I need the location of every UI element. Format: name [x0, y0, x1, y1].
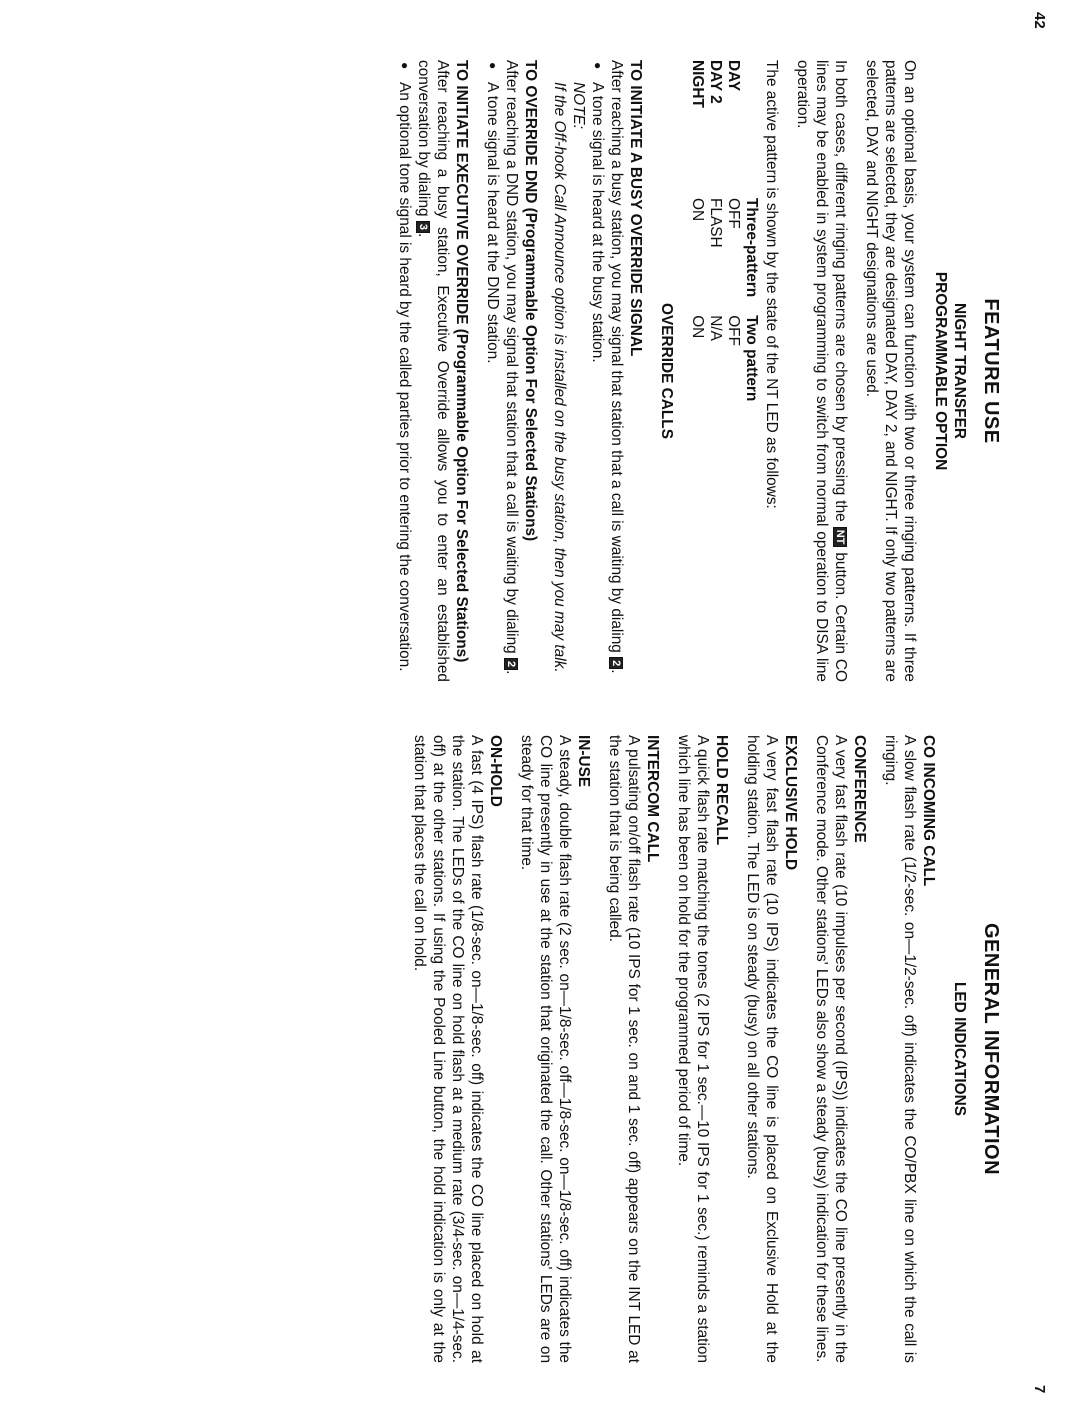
section-text: A very fast flash rate (10 IPS) indicates the CO line is placed on Exclusive Hold at the holding station. The LED is on steady (busy) on all other stations.	[744, 735, 780, 1363]
section-heading: EXCLUSIVE HOLD	[782, 735, 799, 871]
list-item: ● An optional tone signal is heard by the called parties prior to entering the conversation.	[395, 82, 414, 682]
para-2-end: button. Certain CO lines may be enabled in system programming to switch from normal operation to DISA line operation.	[794, 60, 849, 683]
section-heading: ON-HOLD	[487, 735, 504, 807]
night-transfer-para-2	[793, 60, 850, 682]
section-text: A pulsating on/off flash rate (10 IPS for 1 sec. on and 1 sec. off) appears on the INT LED at the station that is being called.	[606, 735, 642, 1363]
section-heading: CO INCOMING CALL	[920, 735, 937, 887]
two-pattern-value: OFF	[725, 315, 742, 346]
busy-text-end: .	[608, 669, 625, 674]
led-section-co-incoming	[881, 735, 938, 1363]
busy-override-text	[607, 60, 626, 682]
dial-3-key-icon: 3	[416, 221, 430, 233]
nt-key-icon: NT	[833, 527, 847, 548]
dnd-bullets	[483, 60, 502, 682]
three-pattern-value: ON	[689, 198, 706, 222]
para-2-start: In both cases, different ringing patterns are chosen by pressing the	[832, 60, 849, 522]
led-section-conference	[812, 735, 869, 1363]
dial-2-key-icon: 2	[609, 657, 623, 669]
pattern-table-header	[742, 60, 760, 419]
row-label: DAY	[725, 60, 742, 92]
led-section-exclusive-hold	[743, 735, 800, 1363]
two-pattern-value: N/A	[707, 315, 724, 341]
dnd-override-text	[502, 60, 521, 682]
section-text: A quick flash rate matching the tones (2 IPS for 1 sec.—10 IPS for 1 sec.) reminds a station which line has been on hold for the programmed period of time.	[675, 735, 711, 1363]
row-label: DAY 2	[707, 60, 724, 104]
exec-text-end: .	[415, 232, 432, 238]
led-indications-heading: LED INDICATIONS	[951, 982, 968, 1116]
night-transfer-heading: NIGHT TRANSFER	[951, 303, 968, 439]
busy-override-heading: TO INITIATE A BUSY OVERRIDE SIGNAL	[627, 60, 644, 357]
led-section-hold-recall	[674, 735, 731, 1363]
pattern-header-blank	[742, 60, 760, 198]
busy-bullets	[588, 60, 607, 682]
feature-use-column	[395, 60, 1000, 682]
dnd-text-end: .	[503, 670, 520, 675]
dnd-override-heading: TO OVERRIDE DND (Programmable Option For Selected Stations)	[522, 60, 539, 542]
general-information-title: GENERAL INFORMATION	[980, 922, 1002, 1176]
page-number-right: 7	[1031, 1385, 1048, 1394]
pattern-table	[688, 60, 760, 419]
table-row	[724, 60, 742, 419]
section-heading: HOLD RECALL	[713, 735, 730, 846]
section-heading: CONFERENCE	[851, 735, 868, 843]
section-text: A steady, double flash rate (2 sec. on—1/8-sec. off—1/8-sec. on—1/8-sec. off) indicates the CO line presently in use at the station that originated the call. Other stations' LEDs are on steady for that time.	[518, 735, 573, 1363]
general-information-column	[410, 735, 1000, 1363]
led-section-on-hold	[410, 735, 505, 1363]
section-text: A very fast flash rate (10 impulses per second (IPS)) indicates the CO line presently in the Conference mode. Other stations' LEDs also show a steady (busy) indication for these lines.	[813, 735, 849, 1363]
executive-override-heading: TO INITIATE EXECUTIVE OVERRIDE (Programmable Option For Selected Stations)	[453, 60, 470, 663]
pattern-header-two: Two pattern	[743, 315, 760, 402]
pattern-header-three: Three-pattern	[743, 198, 760, 298]
dnd-text-start: After reaching a DND station, you may signal that station that a call is waiting by dialing	[503, 60, 520, 654]
section-text: A fast (4 IPS) flash rate (1/8-sec. on—1/8-sec. off) indicates the CO line placed on hold at the station. The LEDs of the CO line on hold flash at a medium rate (3/4-sec. on—1/4-sec. off) at the other stations. If using the Pooled Line button, the hold indication is only at the station that places the call on hold.	[411, 735, 485, 1363]
feature-use-title: FEATURE USE	[980, 298, 1002, 444]
note-title: NOTE:	[570, 82, 587, 130]
section-heading: IN-USE	[575, 735, 592, 788]
night-transfer-intro: On an optional basis, your system can function with two or three ringing patterns. If three patterns are selected, they are designated DAY, DAY 2, and NIGHT. If only two patterns are selected, DAY and NIGHT designations are used.	[863, 60, 918, 682]
led-section-intercom-call	[605, 735, 662, 1363]
table-row	[688, 60, 706, 419]
busy-note	[550, 82, 588, 682]
two-pattern-value: ON	[689, 315, 706, 339]
page-number-left: 42	[1031, 12, 1048, 29]
table-row	[706, 60, 724, 419]
executive-bullets	[395, 60, 414, 682]
dial-2-key-icon: 2	[504, 658, 518, 670]
executive-override-text	[414, 60, 452, 682]
note-text: If the Off-hook Call Announce option is installed on the busy station, then you may talk.	[551, 82, 568, 673]
section-heading: INTERCOM CALL	[644, 735, 661, 863]
list-item: ● A tone signal is heard at the busy station.	[588, 82, 607, 682]
row-label: NIGHT	[689, 60, 706, 108]
exec-text-start: After reaching a busy station, Executive Override allows you to enter an established conversation by dialing	[415, 60, 451, 682]
active-pattern-text: The active pattern is shown by the state of the NT LED as follows:	[763, 60, 780, 509]
programmable-option-heading: PROGRAMMABLE OPTION	[932, 271, 949, 471]
led-section-in-use	[517, 735, 593, 1363]
three-pattern-value: FLASH	[707, 198, 724, 248]
three-pattern-value: OFF	[725, 198, 742, 229]
list-item: ● A tone signal is heard at the DND station.	[483, 82, 502, 682]
override-calls-heading: OVERRIDE CALLS	[658, 303, 675, 439]
busy-text-start: After reaching a busy station, you may signal that station that a call is waiting by dialing	[608, 60, 625, 653]
section-text: A slow flash rate (1/2-sec. on—1/2-sec. off) indicates the CO/PBX line on which the call is ringing.	[882, 735, 918, 1363]
